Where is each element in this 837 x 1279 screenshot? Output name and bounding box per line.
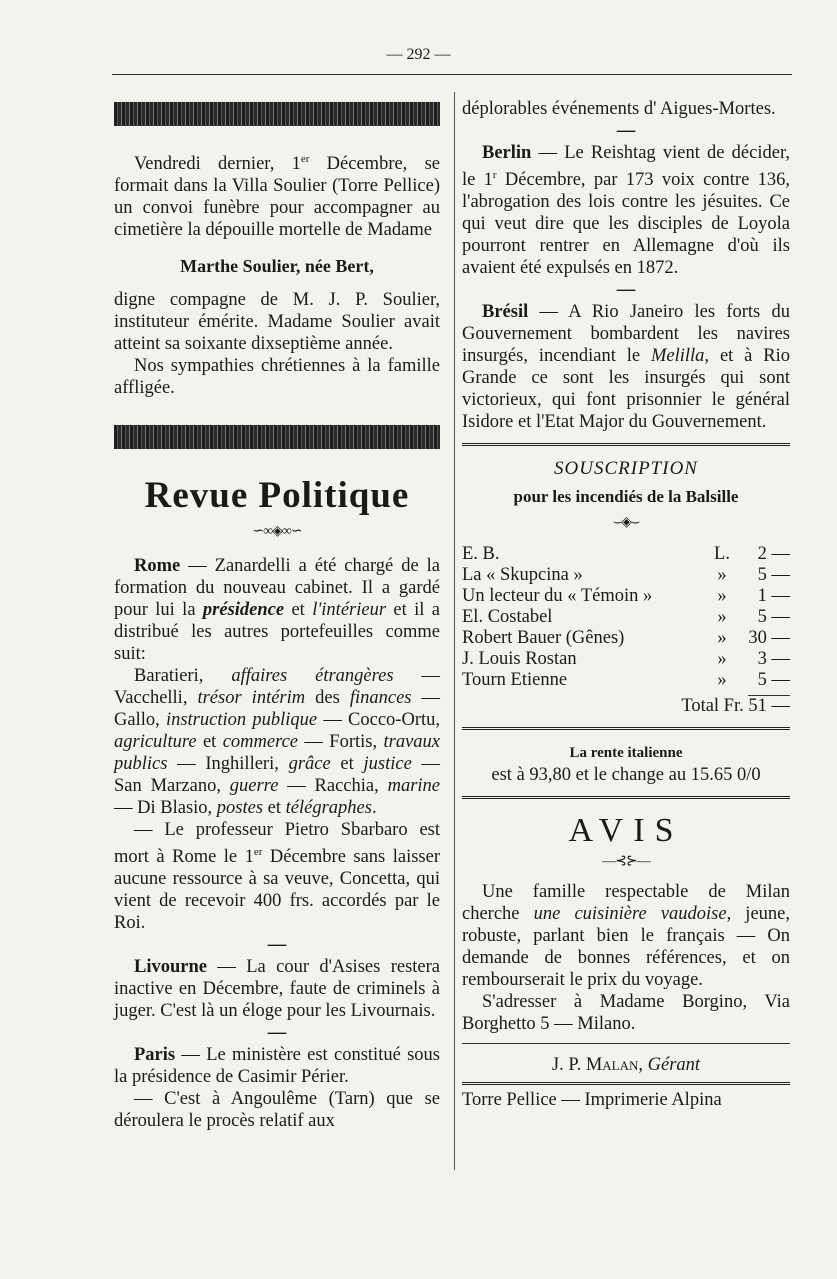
souscription-ornament: ⌣◈⌣ — [612, 515, 640, 531]
gerant-line — [462, 1054, 790, 1076]
avis-title: AVIS — [568, 812, 684, 850]
separator-dash: — — [616, 121, 636, 141]
subscriber-name: El. Costabel — [462, 607, 553, 628]
souscription-row — [462, 565, 790, 586]
separator-dash: — — [267, 935, 287, 956]
section-rule — [462, 727, 790, 730]
left-column — [114, 102, 440, 1132]
column-divider — [454, 92, 455, 1170]
subscriber-name: Un lecteur du « Témoin » — [462, 586, 653, 607]
obituary-paragraph-2: digne compagne de M. J. P. Soulier, instituteur émérite. Madame Soulier avait atteint sa soixante dixseptième année. — [114, 290, 440, 355]
rente-text: est à 93,80 et le change au 15.65 0/0 — [491, 765, 761, 786]
right-column — [462, 98, 790, 1111]
souscription-table — [462, 544, 790, 691]
souscription-subtitle: pour les incendiés de la Balsille — [513, 487, 739, 507]
subscription-amount: 5 — — [757, 565, 790, 586]
subscriber-name: J. Louis Rostan — [462, 649, 577, 670]
subscription-amount: 2 — — [757, 544, 790, 565]
deceased-name: Marthe Soulier, née Bert, — [180, 256, 374, 277]
currency-mark: » — [717, 586, 727, 607]
currency-mark: » — [717, 670, 727, 691]
avis-ornament: —⊰⊱— — [602, 854, 650, 870]
berlin-paragraph: Berlin — Le Reishtag vient de décider, le 1$^r$ Décembre, par 173 voix contre 136, l'abrogation des lois contre les jésuites. Ce qui veut dire que les disciples de Loyola pourront rentrer en Allemagne d'où ils avaient été expulsés en 1872. — [462, 143, 790, 279]
obituary-paragraph-1: Vendredi dernier, 1er Décembre, se formait dans la Villa Soulier (Torre Pellice) un convoi funèbre pour accompagner au cimetière la dépouille mortelle de Madame — [114, 153, 440, 241]
livourne-paragraph: Livourne — La cour d'Asises restera inactive en Décembre, faute de criminels à juger. C'est là un éloge pour les Livournais. — [114, 957, 440, 1022]
obituary-paragraph-3: Nos sympathies chrétiennes à la famille affligée. — [114, 356, 440, 399]
aigues-mortes-text: déplorables événements d' Aigues-Mortes. — [462, 99, 776, 119]
printer-line: Torre Pellice — Imprimerie Alpina — [462, 1090, 722, 1111]
rome-paragraph: Rome — Zanardelli a été chargé de la formation du nouveau cabinet. Il a gardé pour lui la présidence et l'intérieur et il a distribué les autres portefeuilles comme suit: — [114, 556, 440, 665]
separator-dash: — — [616, 280, 636, 301]
footer-rule-2 — [462, 1082, 790, 1085]
page-number: — 292 — — [386, 46, 451, 63]
souscription-row — [462, 670, 790, 691]
section-band — [114, 425, 440, 449]
subscription-amount: 3 — — [757, 649, 790, 670]
currency-mark: » — [717, 649, 727, 670]
sbarbaro-paragraph: — Le professeur Pietro Sbarbaro est mort à Rome le 1er Décembre sans laisser aucune ressource à sa veuve, Concetta, qui vient de recevoir 400 frs. accordés par le Roi. — [114, 820, 440, 934]
subscription-amount: 5 — — [757, 607, 790, 628]
section-rule — [462, 443, 790, 446]
souscription-row — [462, 607, 790, 628]
souscription-row — [462, 586, 790, 607]
subscription-amount: 30 — — [748, 628, 790, 649]
currency-mark: L. — [714, 544, 730, 565]
gerant-name: J. P. Malan, — [551, 1055, 644, 1076]
mourning-band — [114, 102, 440, 126]
currency-mark: » — [717, 607, 727, 628]
paris-lead: Paris — [134, 1045, 176, 1066]
revue-title: Revue Politique — [144, 475, 410, 517]
souscription-total — [462, 695, 790, 717]
berlin-lead: Berlin — [482, 143, 532, 163]
gerant-role: Gérant — [647, 1055, 701, 1076]
section-rule — [462, 796, 790, 799]
currency-mark: » — [717, 565, 727, 586]
total-amount: 51 — — [748, 696, 790, 717]
subscriber-name: E. B. — [462, 544, 500, 565]
paris-paragraph: Paris — Le ministère est constitué sous la présidence de Casimir Périer. — [114, 1045, 440, 1088]
subscriber-name: Tourn Etienne — [462, 670, 568, 691]
angouleme-paragraph: — C'est à Angoulême (Tarn) que se déroulera le procès relatif aux — [114, 1089, 440, 1132]
subscriber-name: La « Skupcina » — [462, 565, 583, 586]
avis-paragraph-2: S'adresser à Madame Borgino, Via Borghetto 5 — Milano. — [462, 992, 790, 1035]
souscription-row — [462, 649, 790, 670]
top-rule — [112, 74, 792, 75]
livourne-lead: Livourne — [134, 957, 207, 978]
ministers-paragraph: Baratieri, affaires étrangères — Vacchelli, trésor intérim des finances — Gallo, instruction publique — Cocco-Ortu, agriculture et commerce — Fortis, travaux publics — Inghilleri, grâce et justice — San Marzano, guerre — Racchia, marine — Di Blasio, postes et télégraphes. — [114, 666, 441, 819]
currency-mark: » — [717, 628, 727, 649]
souscription-row — [462, 628, 790, 649]
bresil-paragraph: Brésil — A Rio Janeiro les forts du Gouvernement bombardent les navires insurgés, incendiant le Melilla, et à Rio Grande ce sont les insurgés qui sont victorieux, qui font prisonnier le général Isidore et l'Etat Major du Gouvernement. — [462, 302, 790, 433]
revue-ornament: ∽∞◈∞∽ — [252, 524, 302, 540]
souscription-title: SOUSCRIPTION — [554, 458, 698, 480]
subscription-amount: 5 — — [757, 670, 790, 691]
rome-lead: Rome — [134, 556, 181, 577]
footer-rule — [462, 1043, 790, 1044]
subscription-amount: 1 — — [757, 586, 790, 607]
avis-paragraph-1: Une famille respectable de Milan cherche une cuisinière vaudoise, jeune, robuste, parlant bien le français — On demande de bonnes références, et on rembourserait le prix du voyage. — [462, 882, 790, 991]
bresil-lead: Brésil — [482, 302, 529, 323]
separator-dash: — — [267, 1023, 287, 1044]
total-label: Total Fr. — [681, 696, 744, 717]
souscription-row — [462, 544, 790, 565]
subscriber-name: Robert Bauer (Gênes) — [462, 628, 625, 649]
rente-title: La rente italienne — [569, 745, 683, 762]
